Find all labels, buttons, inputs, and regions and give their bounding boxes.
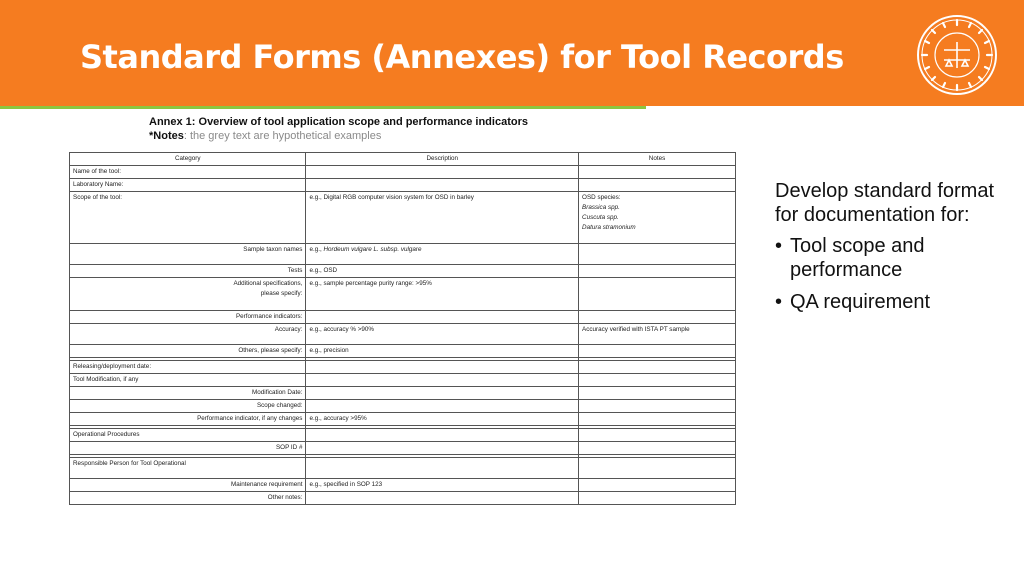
table-row	[70, 265, 736, 278]
table-row	[70, 458, 736, 479]
table-row	[70, 324, 736, 345]
scope-example[interactable]: e.g., Digital RGB computer vision system for OSD in barley	[306, 192, 579, 244]
description-cell[interactable]	[306, 179, 579, 192]
taxon-example-prefix: e.g.,	[309, 246, 324, 253]
bullet-item	[775, 290, 1015, 314]
key-points-intro: Develop standard format for documentation for:	[775, 180, 995, 226]
accuracy-example[interactable]: e.g., accuracy % >90%	[306, 324, 579, 345]
notes-cell[interactable]	[579, 166, 736, 179]
bullet-dot-icon: •	[775, 235, 783, 257]
taxon-label: Sample taxon names	[70, 244, 306, 265]
header-description: Description	[306, 153, 579, 166]
slide-title: Standard Forms (Annexes) for Tool Records	[80, 38, 844, 76]
species-item: Datura stramonium	[582, 224, 636, 231]
additional-spec-example[interactable]: e.g., sample percentage purity range: >95%	[306, 278, 579, 311]
notes-cell[interactable]	[579, 311, 736, 324]
table-row	[70, 413, 736, 426]
table-row	[70, 311, 736, 324]
table-row	[70, 387, 736, 400]
other-notes-label: Other notes:	[70, 492, 306, 505]
table-row	[70, 442, 736, 455]
taxon-example[interactable]	[306, 244, 579, 265]
notes-cell[interactable]	[579, 244, 736, 265]
ista-seal-icon	[916, 14, 998, 96]
notes-cell[interactable]	[579, 179, 736, 192]
table-row	[70, 429, 736, 442]
notes-cell[interactable]	[579, 265, 736, 278]
key-points	[775, 179, 1015, 314]
additional-spec-line: Additional specifications,	[233, 280, 303, 287]
accent-divider	[0, 106, 646, 109]
description-cell[interactable]	[306, 458, 579, 479]
additional-spec-label	[70, 278, 306, 311]
modification-label: Tool Modification, if any	[70, 374, 306, 387]
table-row	[70, 492, 736, 505]
performance-label: Performance indicators:	[70, 311, 306, 324]
notes-cell[interactable]	[579, 479, 736, 492]
table-header-row	[70, 153, 736, 166]
bullet-dot-icon: •	[775, 291, 783, 313]
notes-cell[interactable]	[579, 442, 736, 455]
description-cell[interactable]	[306, 166, 579, 179]
tests-example[interactable]: e.g., OSD	[306, 265, 579, 278]
scope-changed-label: Scope changed:	[70, 400, 306, 413]
bullet-text: QA requirement	[790, 291, 931, 313]
modification-date-label: Modification Date:	[70, 387, 306, 400]
description-cell[interactable]	[306, 442, 579, 455]
description-cell[interactable]	[306, 387, 579, 400]
species-item: Cuscuta spp.	[582, 214, 619, 221]
maintenance-example[interactable]: e.g., specified in SOP 123	[306, 479, 579, 492]
notes-cell[interactable]	[579, 374, 736, 387]
bullet-text: Tool scope and performance	[790, 235, 925, 281]
tests-label: Tests	[70, 265, 306, 278]
description-cell[interactable]	[306, 374, 579, 387]
notes-cell[interactable]	[579, 278, 736, 311]
osd-species-label: OSD species:	[582, 194, 621, 201]
annex-form-table	[69, 152, 736, 505]
species-item: Brassica spp.	[582, 204, 620, 211]
notes-cell[interactable]	[579, 361, 736, 374]
lab-name-label: Laboratory Name:	[70, 179, 306, 192]
notes-cell[interactable]	[579, 413, 736, 426]
table-row	[70, 361, 736, 374]
others-label: Others, please specify:	[70, 345, 306, 358]
description-cell[interactable]	[306, 429, 579, 442]
description-cell[interactable]	[306, 400, 579, 413]
table-row	[70, 179, 736, 192]
table-row	[70, 345, 736, 358]
notes-text: : the grey text are hypothetical examples	[183, 130, 382, 142]
additional-spec-line: please specify:	[260, 290, 303, 297]
perf-changes-example[interactable]: e.g., accuracy >95%	[306, 413, 579, 426]
notes-cell[interactable]	[579, 400, 736, 413]
table-row	[70, 192, 736, 244]
notes-cell[interactable]	[579, 387, 736, 400]
accuracy-label: Accuracy:	[70, 324, 306, 345]
table-row	[70, 278, 736, 311]
slide-header	[0, 0, 1024, 106]
notes-label: *Notes	[149, 130, 184, 142]
table-row	[70, 479, 736, 492]
notes-cell[interactable]	[579, 345, 736, 358]
accuracy-notes[interactable]: Accuracy verified with ISTA PT sample	[579, 324, 736, 345]
annex-title: Annex 1: Overview of tool application scope and performance indicators	[149, 116, 528, 128]
maintenance-label: Maintenance requirement	[70, 479, 306, 492]
description-cell[interactable]	[306, 492, 579, 505]
taxon-example-species: Hordeum vulgare L. subsp. vulgare	[323, 246, 422, 253]
table-row	[70, 400, 736, 413]
notes-cell[interactable]	[579, 492, 736, 505]
responsible-label: Responsible Person for Tool Operational	[70, 458, 306, 479]
notes-cell[interactable]	[579, 458, 736, 479]
annex-notes	[149, 130, 381, 142]
table-row	[70, 374, 736, 387]
sop-id-label: SOP ID #	[70, 442, 306, 455]
scope-label: Scope of the tool:	[70, 192, 306, 244]
tool-name-label: Name of the tool:	[70, 166, 306, 179]
perf-changes-label: Performance indicator, if any changes	[70, 413, 306, 426]
header-category: Category	[70, 153, 306, 166]
releasing-label: Releasing/deployment date:	[70, 361, 306, 374]
header-notes: Notes	[579, 153, 736, 166]
description-cell[interactable]	[306, 311, 579, 324]
table-row	[70, 244, 736, 265]
operational-label: Operational Procedures	[70, 429, 306, 442]
scope-notes[interactable]	[579, 192, 736, 244]
notes-cell[interactable]	[579, 429, 736, 442]
table-row	[70, 166, 736, 179]
description-cell[interactable]	[306, 361, 579, 374]
others-example[interactable]: e.g., precision	[306, 345, 579, 358]
bullet-item	[775, 234, 1015, 282]
